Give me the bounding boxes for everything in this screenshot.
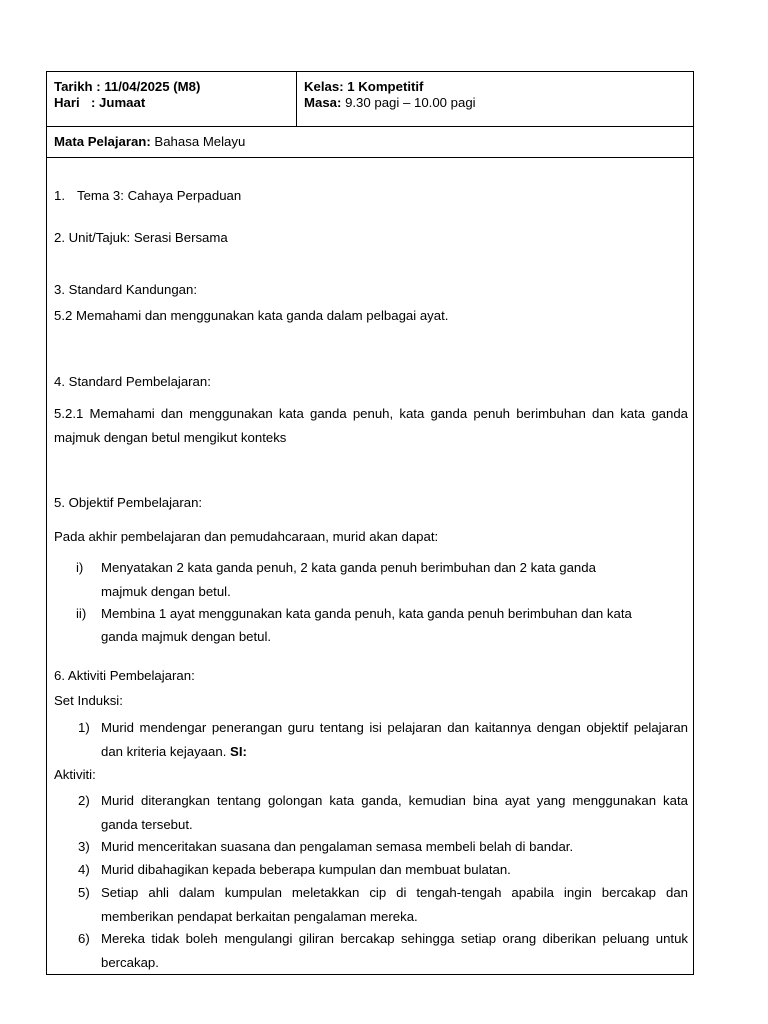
step-number: 3) [78, 839, 90, 854]
step-text [101, 716, 688, 764]
date-cell [47, 72, 297, 126]
step-text: Setiap ahli dalam kumpulan meletakkan cip di tengah-tengah apabila ingin bercakap dan memberikan pendapat berkaitan pengalaman mereka. [101, 885, 688, 924]
step-number: 6) [78, 931, 90, 946]
lesson-plan-table [46, 71, 694, 975]
subject-line [54, 134, 245, 150]
objective-intro: Pada akhir pembelajaran dan pemudahcaraan, murid akan dapat: [54, 529, 439, 544]
subject-row [47, 127, 693, 158]
content-standard-heading: 3. Standard Kandungan: [54, 282, 197, 297]
step-text: Murid diterangkan tentang golongan kata ganda, kemudian bina ayat yang menggunakan kata ganda tersebut. [101, 793, 688, 832]
day-value: : Jumaat [91, 95, 146, 110]
objective-item-number: ii) [76, 606, 87, 621]
step-number: 1) [78, 720, 90, 735]
step-text: Murid menceritakan suasana dan pengalaman semasa membeli belah di bandar. [101, 839, 574, 854]
theme-number: 1. [54, 188, 65, 203]
time-label: Masa: [304, 95, 342, 110]
objective-item-number: i) [76, 560, 84, 575]
step-text-bold: SI: [230, 744, 247, 759]
time-line [304, 95, 476, 111]
set-induction-label: Set Induksi: [54, 693, 123, 708]
subject-value: Bahasa Melayu [154, 134, 246, 149]
activity-label: Aktiviti: [54, 767, 96, 782]
time-value: 9.30 pagi – 10.00 pagi [345, 95, 476, 110]
objective-item-text: ganda majmuk dengan betul. [101, 629, 272, 644]
date-text: Tarikh : 11/04/2025 (M8) [54, 79, 201, 94]
header-row [47, 72, 693, 127]
learning-standard-text: 5.2.1 Memahami dan menggunakan kata ganda penuh, kata ganda penuh berimbuhan dan kata ganda majmuk dengan betul mengikut konteks [54, 406, 688, 445]
activity-heading: 6. Aktiviti Pembelajaran: [54, 668, 195, 683]
step-number: 4) [78, 862, 90, 877]
objective-item-text: Menyatakan 2 kata ganda penuh, 2 kata ganda penuh berimbuhan dan 2 kata ganda [101, 560, 596, 575]
step-number: 2) [78, 793, 90, 808]
step-text: Mereka tidak boleh mengulangi giliran bercakap sehingga setiap orang diberikan peluang untuk bercakap. [101, 931, 688, 970]
unit-text: 2. Unit/Tajuk: Serasi Bersama [54, 230, 228, 245]
objective-item-text: majmuk dengan betul. [101, 584, 231, 599]
day-label: Hari [54, 95, 80, 110]
content-standard-text: 5.2 Memahami dan menggunakan kata ganda dalam pelbagai ayat. [54, 308, 449, 323]
learning-standard-heading: 4. Standard Pembelajaran: [54, 374, 211, 389]
objective-item-text: Membina 1 ayat menggunakan kata ganda penuh, kata ganda penuh berimbuhan dan kata [101, 606, 632, 621]
theme-text: Tema 3: Cahaya Perpaduan [77, 188, 242, 203]
objective-heading: 5. Objektif Pembelajaran: [54, 495, 203, 510]
step-number: 5) [78, 885, 90, 900]
subject-label: Mata Pelajaran: [54, 134, 151, 149]
class-text: Kelas: 1 Kompetitif [304, 79, 424, 94]
step-text: Murid dibahagikan kepada beberapa kumpulan dan membuat bulatan. [101, 862, 511, 877]
step-text-body: Murid mendengar penerangan guru tentang isi pelajaran dan kaitannya dengan objektif pelajaran dan kriteria kejayaan. [101, 720, 688, 759]
